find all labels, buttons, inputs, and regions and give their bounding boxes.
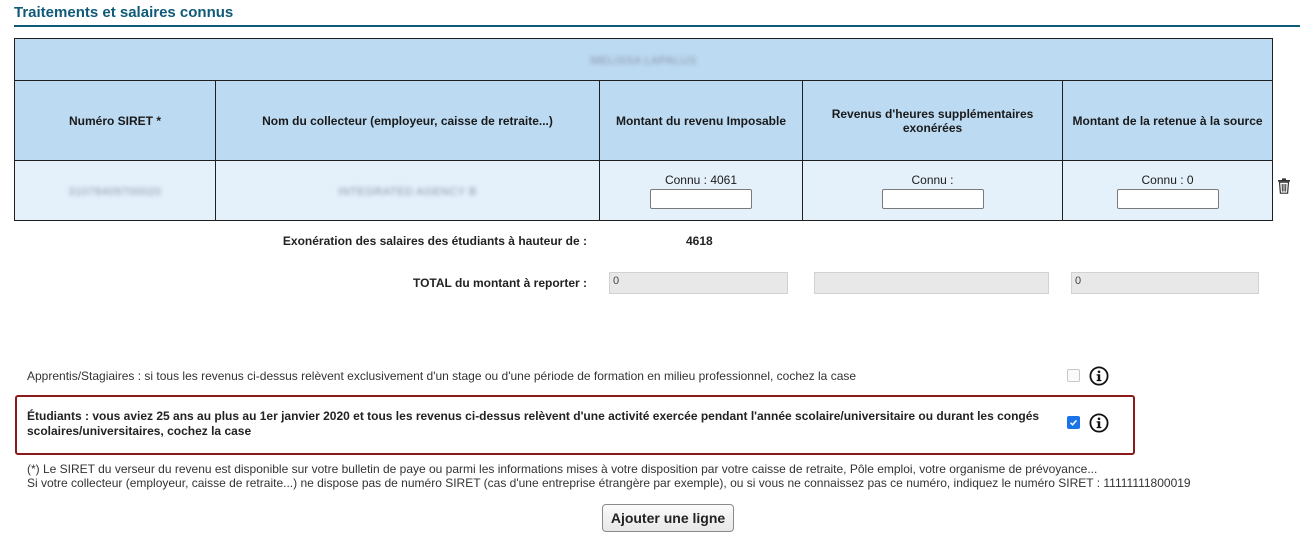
heures-cell [803, 161, 1063, 221]
revenu-known-label: Connu : 4061 [664, 172, 738, 187]
siret-cell [15, 161, 216, 221]
column-header-heures-sup: Revenus d'heures supplémentaires exonérées [803, 81, 1063, 161]
declarant-name: MELISSA LAPALUS [590, 54, 697, 67]
column-header-siret: Numéro SIRET * [15, 81, 216, 161]
exoneration-value: 4618 [686, 234, 713, 248]
collector-cell [216, 161, 600, 221]
info-icon[interactable] [1089, 413, 1109, 433]
revenu-input[interactable] [650, 189, 752, 209]
collector-value: INTEGRATED AGENCY B [338, 185, 477, 198]
trash-icon[interactable] [1277, 178, 1291, 194]
column-header-retenue: Montant de la retenue à la source [1063, 81, 1273, 161]
section-title: Traitements et salaires connus [14, 3, 1300, 27]
salaries-table [14, 38, 1273, 221]
footnote-siret-default: Si votre collecteur (employeur, caisse de retraite...) ne dispose pas de numéro SIRET (cas d'une entreprise étrangère par exemple), ou si vous ne connaissez pas ce numéro, indiquez le numéro SIRET : 11111111800019 [27, 476, 1191, 490]
total-heures-field [814, 272, 1049, 294]
retenue-input[interactable] [1117, 189, 1219, 209]
total-revenu-field: 0 [609, 272, 788, 294]
retenue-known-label: Connu : 0 [1141, 172, 1194, 187]
total-retenue-field: 0 [1071, 272, 1259, 294]
etudiants-label: Étudiants : vous aviez 25 ans au plus au 1er janvier 2020 et tous les revenus ci-dessus relèvent d'une activité exercée pendant l'année scolaire/universitaire ou durant les congés scolaires/universitaires, cochez la case [27, 409, 1040, 438]
exoneration-label: Exonération des salaires des étudiants à hauteur de : [282, 234, 587, 248]
footnote-siret-source: (*) Le SIRET du verseur du revenu est disponible sur votre bulletin de paye ou parmi les informations mises à votre disposition par votre caisse de retraite, Pôle emploi, votre organisme de prévoyance... [27, 462, 1098, 476]
etudiants-checkbox[interactable] [1067, 416, 1080, 429]
declarant-name-header [15, 39, 1273, 81]
column-header-collector: Nom du collecteur (employeur, caisse de retraite...) [216, 81, 600, 161]
heures-known-label: Connu : [911, 172, 954, 187]
heures-input[interactable] [882, 189, 984, 209]
retenue-cell [1063, 161, 1273, 221]
add-line-button[interactable]: Ajouter une ligne [602, 504, 734, 532]
siret-value: 31078409700020 [68, 185, 162, 198]
apprentis-label: Apprentis/Stagiaires : si tous les revenus ci-dessus relèvent exclusivement d'un stage ou d'une période de formation en milieu professionnel, cochez la case [27, 369, 857, 383]
info-icon[interactable] [1089, 366, 1109, 386]
column-header-revenu: Montant du revenu Imposable [600, 81, 803, 161]
revenu-cell [600, 161, 803, 221]
table-row [15, 161, 1273, 221]
total-label: TOTAL du montant à reporter : [412, 276, 587, 290]
apprentis-checkbox[interactable] [1067, 369, 1080, 382]
